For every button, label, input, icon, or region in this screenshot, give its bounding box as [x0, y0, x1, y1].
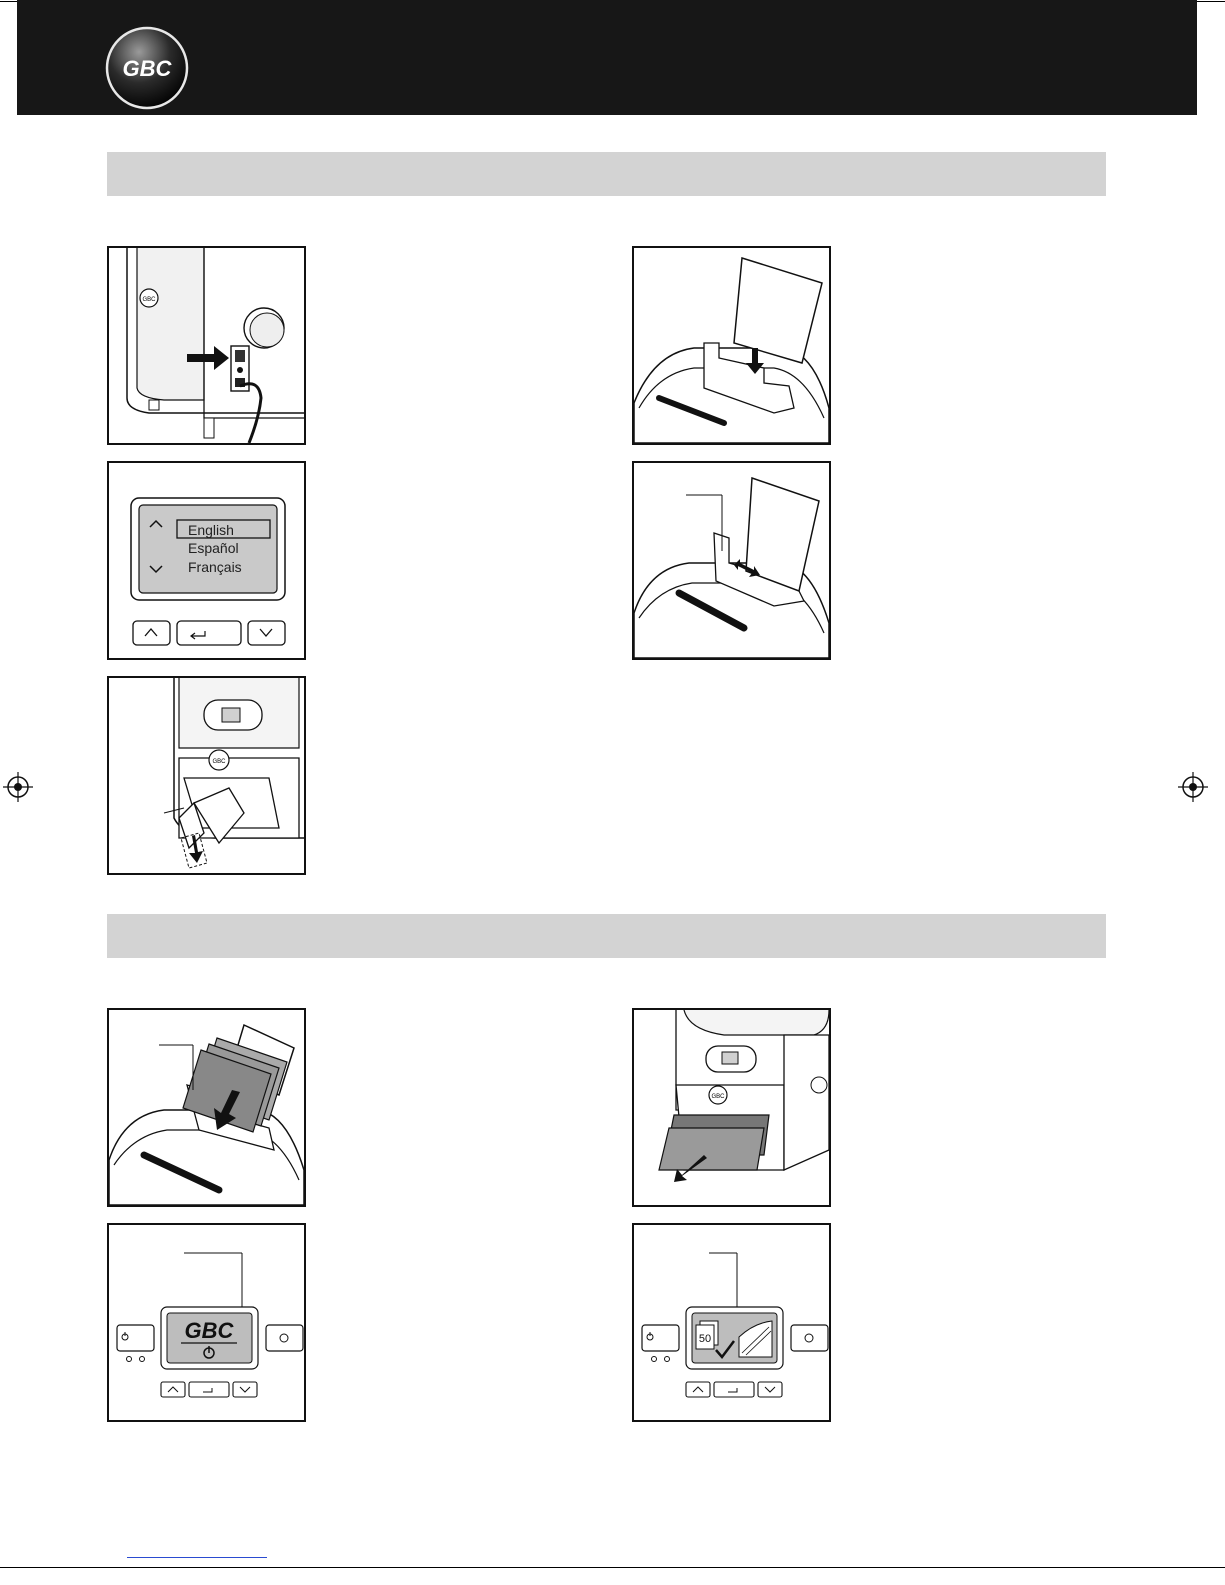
- display-logo: GBC: [184, 1318, 234, 1343]
- section-band-setup: [107, 152, 1106, 196]
- figure-insert-card: [632, 246, 831, 445]
- gbc-logo-text: GBC: [122, 56, 172, 81]
- enter-button: [177, 621, 241, 645]
- language-option-francais: Français: [188, 559, 242, 575]
- card-count: 50: [698, 1333, 712, 1345]
- svg-text:GBC: GBC: [212, 759, 226, 765]
- figure-load-cards: [107, 1008, 306, 1207]
- figure-adjust-guide: [632, 461, 831, 660]
- svg-text:GBC: GBC: [711, 1094, 725, 1100]
- footer-rule: [0, 1567, 1225, 1568]
- figure-power-on-display: [107, 1223, 306, 1422]
- language-option-english: English: [188, 522, 234, 538]
- svg-text:GBC: GBC: [142, 297, 156, 303]
- up-button: [133, 621, 170, 645]
- language-option-espanol: Español: [188, 540, 239, 556]
- section-band-operation: [107, 914, 1106, 958]
- down-button: [248, 621, 285, 645]
- figure-collect-cards: [632, 1008, 831, 1207]
- header-bar: [17, 0, 1197, 115]
- registration-mark-icon: [1178, 772, 1208, 802]
- figure-language-menu: [107, 461, 306, 660]
- registration-mark-icon: [3, 772, 33, 802]
- figure-power-switch: [107, 246, 306, 445]
- gbc-logo: [105, 26, 189, 110]
- footer-link-underline[interactable]: [127, 1557, 267, 1558]
- figure-counter-display: [632, 1223, 831, 1422]
- figure-output-tray: [107, 676, 306, 875]
